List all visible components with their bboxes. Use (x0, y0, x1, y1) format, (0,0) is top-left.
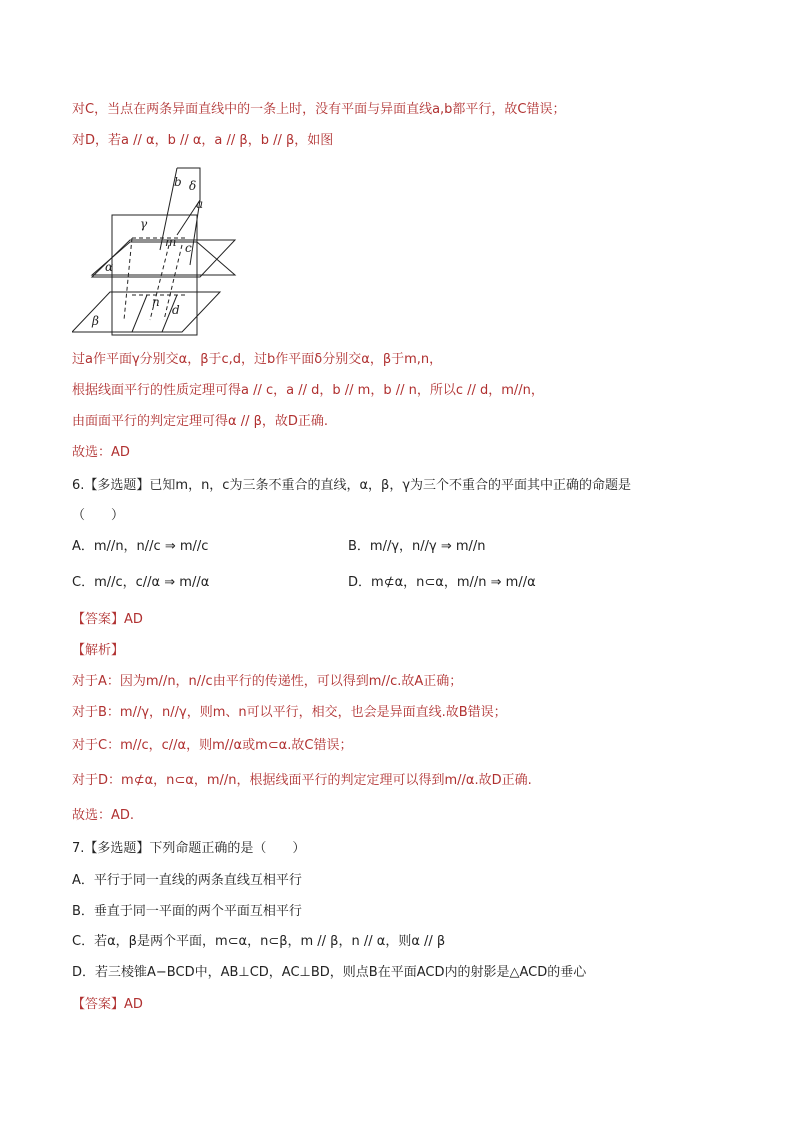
q7-option-a: A．平行于同一直线的两条直线互相平行 (72, 873, 302, 888)
q7-stem: 7.【多选题】下列命题正确的是（ ） (72, 841, 306, 856)
label-n: n (152, 295, 160, 309)
q6-solution-a: 对于A：因为m//n，n//c由平行的传递性，可以得到m//c.故A正确； (72, 674, 463, 689)
q7-option-d: D．若三棱锥A−BCD中，AB⊥CD，AC⊥BD，则点B在平面ACD内的射影是△ACD的垂心 (72, 965, 587, 980)
text-line-planes: 过a作平面γ分别交α，β于c,d，过b作平面δ分别交α，β于m,n， (72, 352, 443, 367)
text-line-property: 根据线面平行的性质定理可得a // c，a // d，b // m，b // n，所以c // d，m//n， (72, 383, 544, 398)
q7-option-b: B．垂直于同一平面的两个平面互相平行 (72, 904, 302, 919)
q6-paren: （ ） (72, 508, 125, 523)
q6-analysis-heading: 【解析】 (72, 643, 125, 658)
q6-stem: 6.【多选题】已知m，n，c为三条不重合的直线，α，β，γ为三个不重合的平面其中正确的命题是 (72, 478, 632, 493)
q6-solution-d: 对于D：m⊄α，n⊂α，m//n，根据线面平行的判定定理可以得到m//α.故D正确. (72, 773, 532, 788)
text-line-d-case: 对D，若a // α，b // α，a // β，b // β，如图 (72, 133, 334, 148)
q6-option-b: B．m//γ，n//γ ⇒ m//n (348, 539, 486, 554)
label-delta: δ (189, 179, 197, 193)
text-line-conclusion: 由面面平行的判定定理可得α // β，故D正确. (72, 414, 329, 429)
q6-option-d: D．m⊄α，n⊂α，m//n ⇒ m//α (348, 575, 536, 590)
q6-option-c: C．m//c，c//α ⇒ m//α (72, 575, 210, 590)
label-d: d (172, 303, 180, 317)
q6-answer: 【答案】AD (72, 612, 143, 627)
label-c: c (185, 241, 192, 255)
label-m: m (165, 235, 177, 249)
label-b: b (174, 175, 182, 189)
q6-option-a: A．m//n，n//c ⇒ m//c (72, 539, 209, 554)
label-beta: β (92, 314, 99, 328)
text-line-choose-prev: 故选：AD (72, 445, 130, 460)
label-alpha: α (105, 260, 114, 274)
q7-answer: 【答案】AD (72, 997, 143, 1012)
q6-solution-c: 对于C：m//c，c//α，则m//α或m⊂α.故C错误； (72, 738, 353, 753)
label-gamma: γ (140, 217, 148, 231)
geometry-figure (72, 160, 242, 340)
q6-solution-b: 对于B：m//γ，n//γ，则m、n可以平行，相交，也会是异面直线.故B错误； (72, 705, 507, 720)
q6-choose: 故选：AD. (72, 808, 135, 823)
label-a: a (196, 197, 204, 211)
text-line-c-case: 对C，当点在两条异面直线中的一条上时，没有平面与异面直线a,b都平行，故C错误； (72, 102, 566, 117)
q7-option-c: C．若α，β是两个平面，m⊂α，n⊂β，m // β，n // α，则α // β (72, 934, 446, 949)
